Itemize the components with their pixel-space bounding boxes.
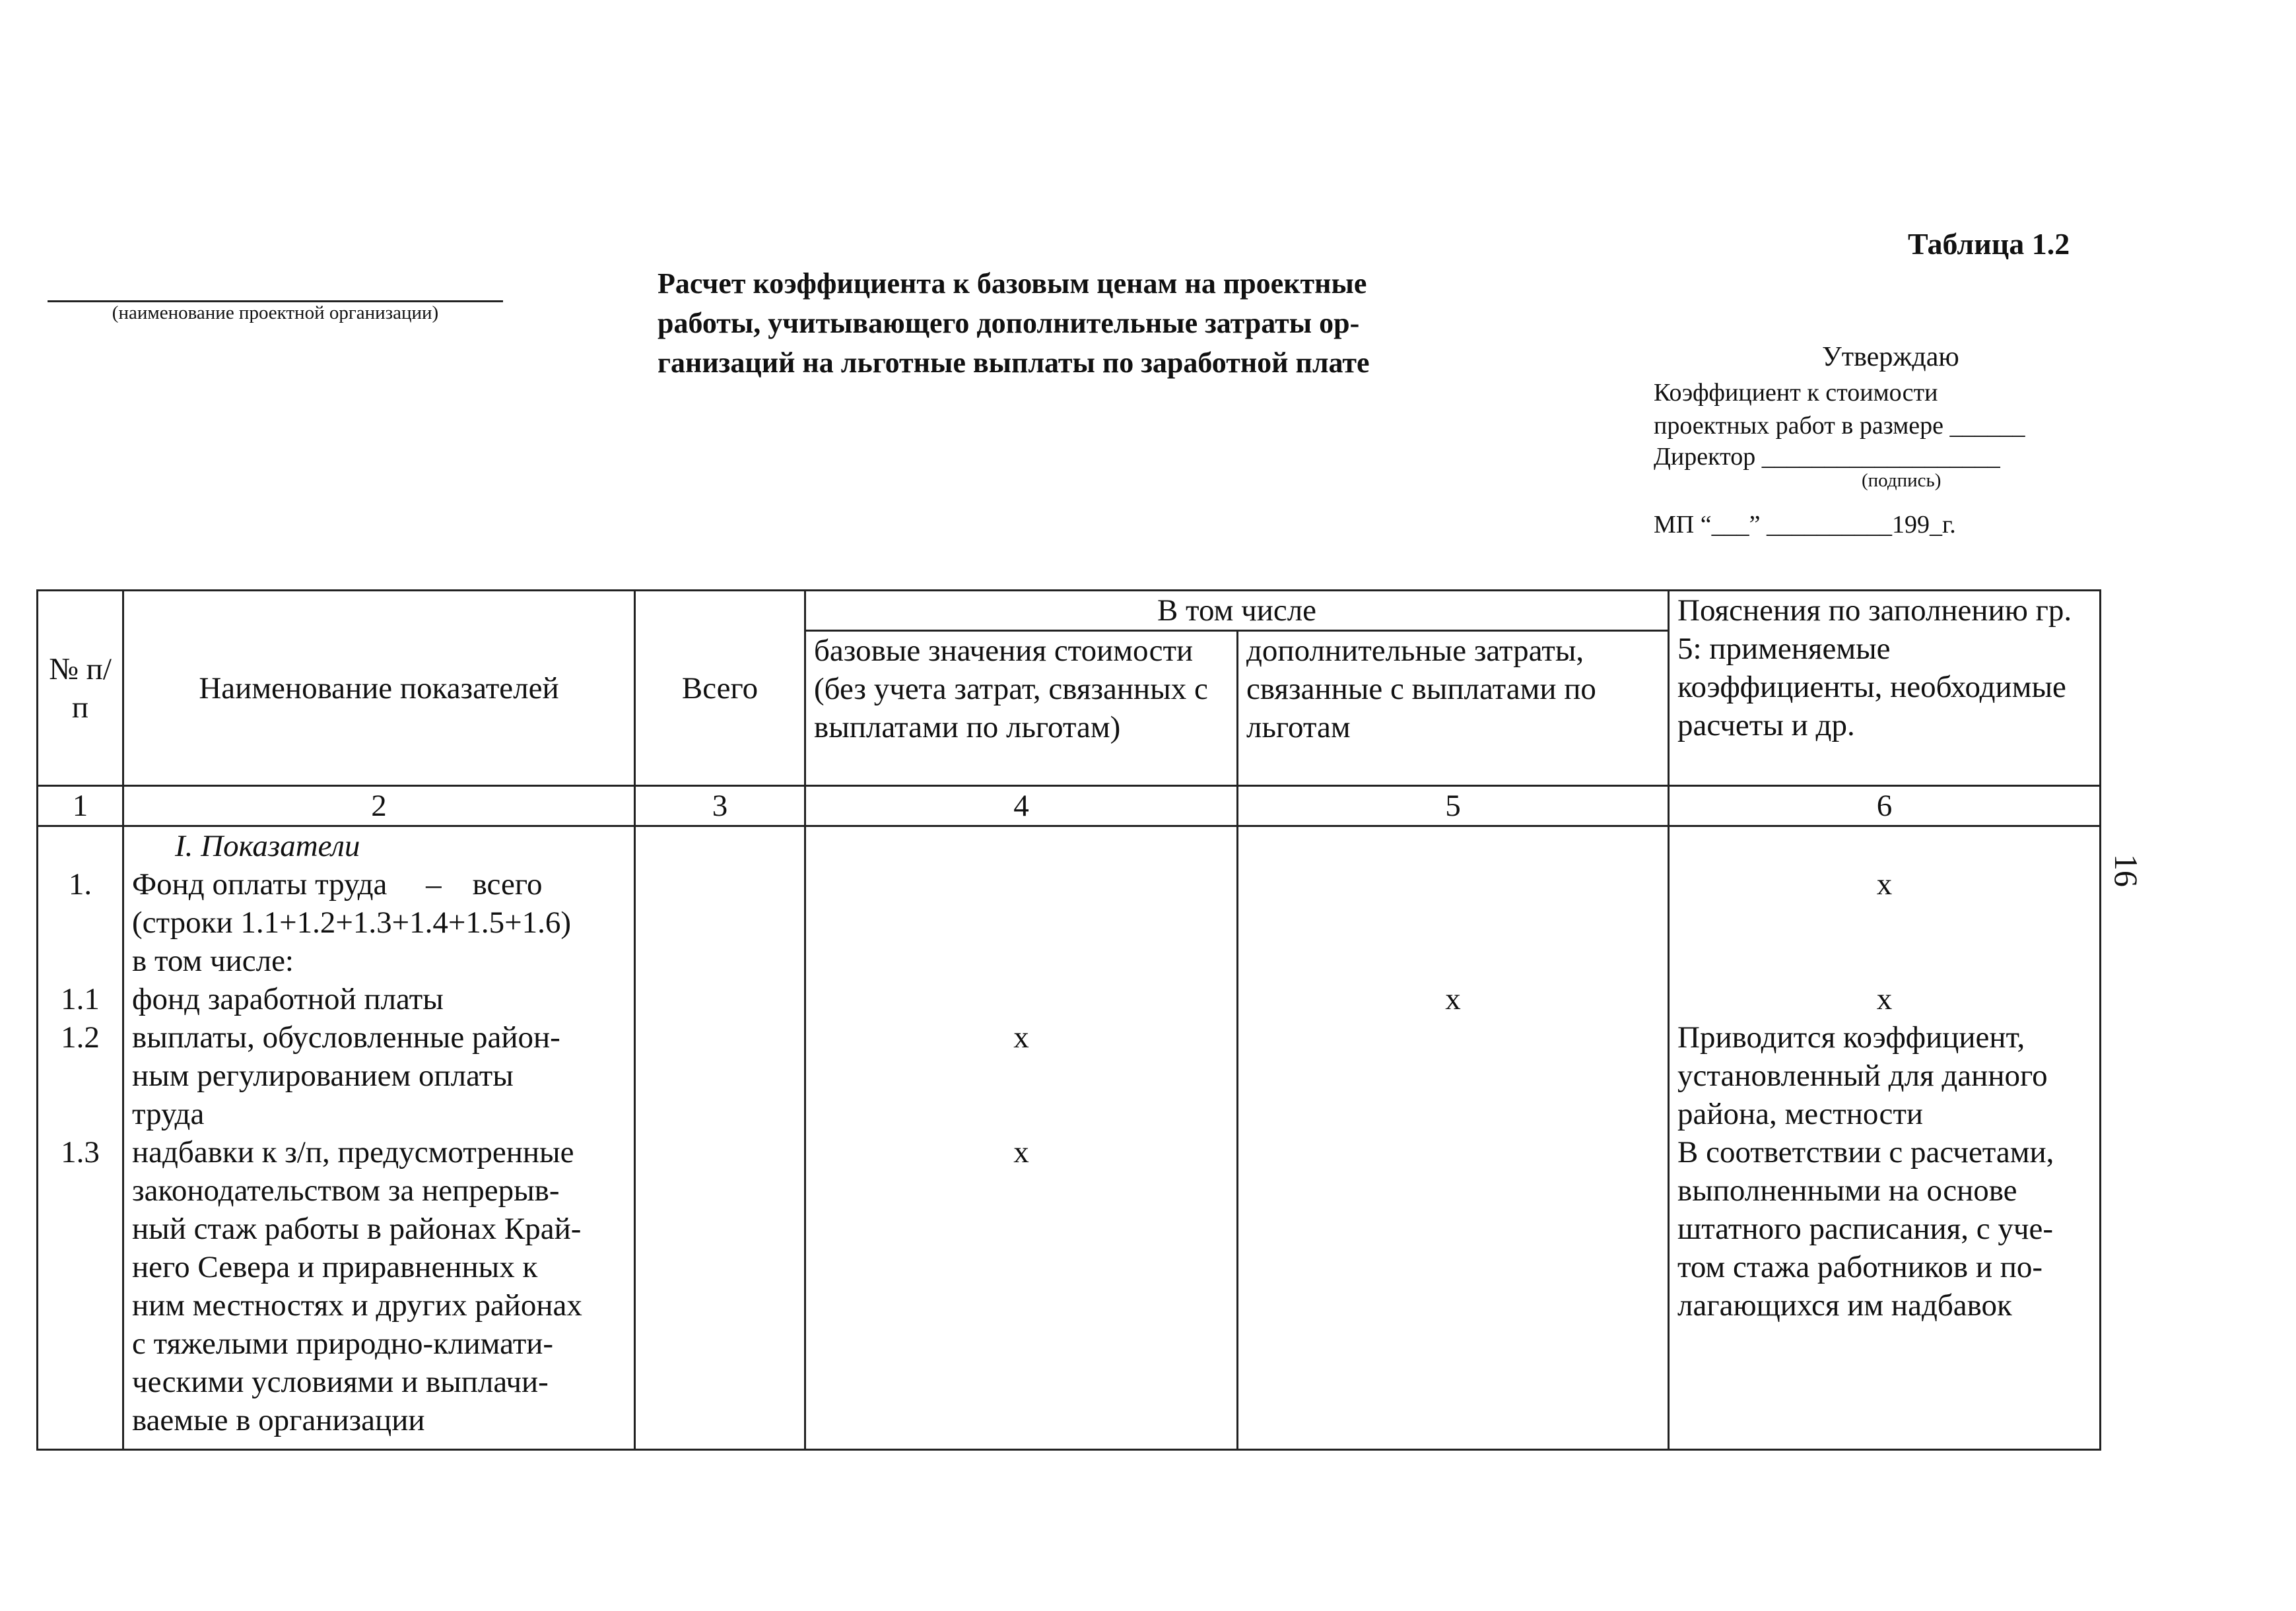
approval-title: Утверждаю [1822,342,1959,372]
row-name-line: (строки 1.1+1.2+1.3+1.4+1.5+1.6) [132,905,572,940]
row-name-line: законодательством за непрерыв- [132,1173,560,1208]
header-notes: Пояснения по заполнению гр. 5: применяемые коэффициенты, необходимые расчеты и др. [1669,591,2101,786]
table-label: Таблица 1.2 [1908,227,2070,261]
row-name-line: в том числе: [132,944,294,978]
title-line-1: Расчет коэффициента к базовым ценам на проектные [658,267,1367,300]
row-name-line: надбавки к з/п, предусмотренные [132,1135,574,1169]
row-name-line: выплаты, обусловленные район- [132,1020,560,1055]
row-num: 1. [68,867,92,902]
notes-line: района, местности [1677,1097,1924,1131]
column-number-row [38,786,2101,826]
name-column [123,826,635,1450]
column-number: 6 [1669,786,2101,826]
row-name-line: ческими условиями и выплачи- [132,1365,549,1399]
signature-caption: (подпись) [1862,470,1941,491]
title-line-2: работы, учитывающего дополнительные затраты ор- [658,307,1360,339]
notes-line: выполненными на основе [1677,1173,2017,1208]
seal-date-line: МП “___” __________199_г. [1654,511,1956,539]
row-name-line: ним местностях и других районах [132,1288,582,1323]
base-mark: х [1013,1020,1029,1055]
notes-line: лагающихся им надбавок [1677,1288,2012,1323]
notes-line: штатного расписания, с уче- [1677,1212,2054,1246]
column-number: 4 [805,786,1238,826]
extra-column [1238,826,1669,1450]
notes-mark: х [1876,867,1893,902]
row-num: 1.3 [61,1135,100,1169]
row-name-line: ваемые в организации [132,1403,425,1437]
header-base: базовые значения стоимости (без учета затрат, связанных с выплатами по льготам) [805,631,1238,786]
row-name-line: него Севера и приравненных к [132,1250,538,1284]
num-column [38,826,123,1450]
base-column [805,826,1238,1450]
row-name-line: труда [132,1097,205,1131]
org-name-caption: (наименование проектной организации) [112,302,439,323]
header-total: Всего [635,591,805,786]
row-name-line: ный стаж работы в районах Край- [132,1212,582,1246]
header-extra: дополнительные затраты, связанные с выплатами по льготам [1238,631,1669,786]
approval-amount-line: проектных работ в размере ______ [1654,412,2025,440]
approval-coefficient-line: Коэффициент к стоимости [1654,379,1938,407]
notes-column [1669,826,2101,1450]
table-body-row [38,826,2101,1450]
notes-mark: х [1876,982,1893,1016]
row-name-line: фонд заработной платы [132,982,444,1016]
notes-line: том стажа работников и по- [1677,1250,2043,1284]
coefficient-table [36,589,2101,1451]
extra-mark: х [1445,982,1461,1016]
notes-line: установленный для данного [1677,1059,2048,1093]
section-title: I. Показатели [175,829,360,863]
column-number: 3 [635,786,805,826]
page-number: 16 [2108,854,2145,887]
title-line-3: ганизаций на льготные выплаты по заработной плате [658,346,1370,379]
header-name: Наименование показателей [123,591,635,786]
notes-line: В соответствии с расчетами, [1677,1135,2054,1169]
header-row-1 [38,591,2101,631]
total-column [635,826,805,1450]
row-name-line: с тяжелыми природно-климати- [132,1327,554,1361]
row-num: 1.2 [61,1020,100,1055]
document-title [658,264,1509,383]
header-including: В том числе [805,591,1669,631]
approval-director-line: Директор ___________________ [1654,443,2000,471]
column-number: 1 [38,786,123,826]
header-num: № п/п [38,591,123,786]
notes-line: Приводится коэффициент, [1677,1020,2025,1055]
row-name-line: Фонд оплаты труда – всего [132,867,543,902]
base-mark: х [1013,1135,1029,1169]
column-number: 2 [123,786,635,826]
row-name-line: ным регулированием оплаты [132,1059,514,1093]
column-number: 5 [1238,786,1669,826]
row-num: 1.1 [61,982,100,1016]
